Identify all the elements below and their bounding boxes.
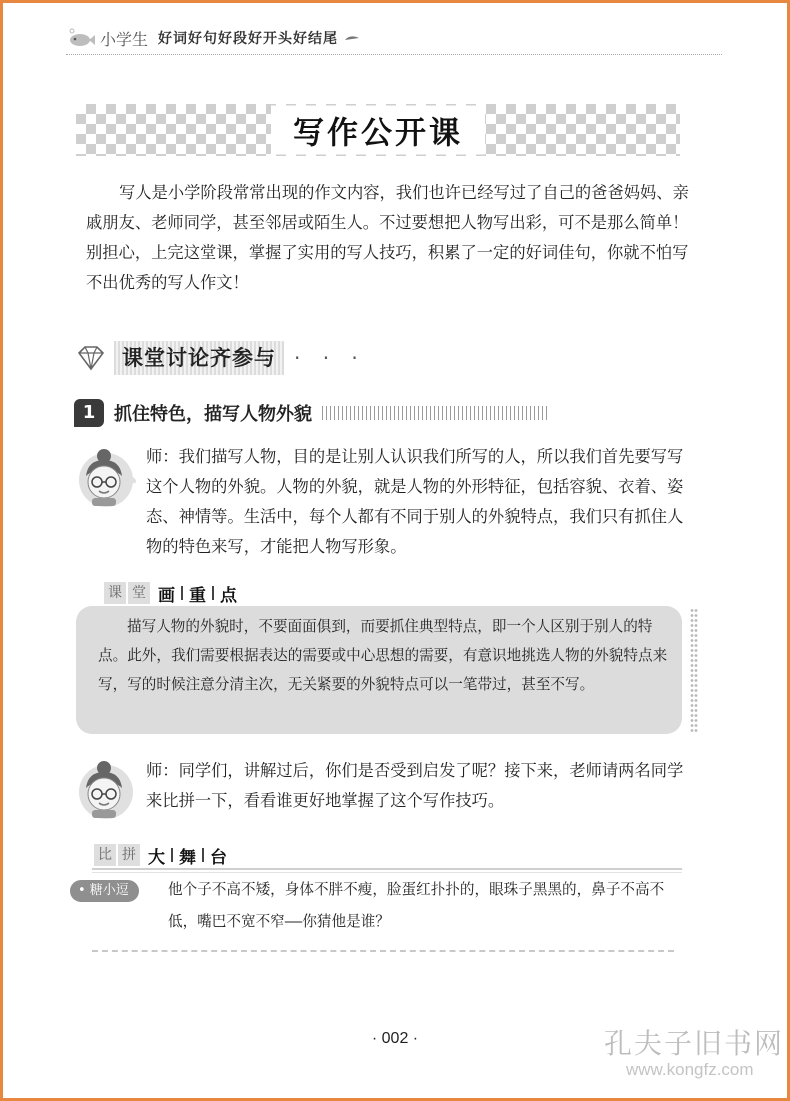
label-big-char: 舞 <box>179 847 196 868</box>
running-header <box>66 22 360 54</box>
teacher-avatar-icon <box>72 446 136 510</box>
keypoint-box <box>76 606 682 734</box>
subsection-heading <box>74 398 550 428</box>
section-dots: · · · <box>294 346 366 370</box>
section-heading <box>74 340 366 376</box>
page-title: 写作公开课 <box>271 106 485 155</box>
label-char: 堂 <box>128 582 150 604</box>
teacher-speech-1: 师：我们描写人物，目的是让别人认识我们所写的人，所以我们首先要写写这个人物的外貌。人物的外貌，就是人物的外形特征，包括容貌、衣着、姿态、神情等。生活中，每个人都有不同于别人的外貌特点，我们只有抓住人物的特色来写，才能把人物写形象。 <box>146 447 684 556</box>
subsection-decoration <box>322 406 550 420</box>
watermark-url: www.kongfz.com <box>626 1060 754 1079</box>
page-number: · 002 · <box>371 1030 419 1047</box>
side-dots-decoration <box>690 608 698 734</box>
stage-divider <box>92 872 682 873</box>
diamond-icon <box>74 344 108 372</box>
dashed-divider <box>92 950 674 952</box>
label-big-char: 画 <box>158 585 175 606</box>
teacher-avatar-icon <box>72 758 136 822</box>
label-separator <box>181 586 183 600</box>
label-char: 课 <box>104 582 126 604</box>
stage-divider <box>92 868 682 870</box>
label-separator <box>202 848 204 862</box>
teacher-speech-2: 师：同学们，讲解过后，你们是否受到启发了呢？接下来，老师请两名同学来比拼一下，看看谁更好地掌握了这个写作技巧。 <box>146 761 684 810</box>
label-char: 拼 <box>118 844 140 866</box>
label-big-char: 大 <box>148 847 165 868</box>
bird-icon <box>344 32 360 44</box>
header-series-title: 好词好句好段好开头好结尾 <box>158 31 339 47</box>
label-separator <box>171 848 173 862</box>
label-separator <box>212 586 214 600</box>
subsection-title: 抓住特色，描写人物外貌 <box>114 404 312 425</box>
label-char: 比 <box>94 844 116 866</box>
label-big-char: 点 <box>220 585 237 606</box>
stage-label <box>94 842 227 868</box>
label-big-char: 重 <box>189 585 206 606</box>
subsection-number: 1 <box>74 399 104 427</box>
fish-icon <box>66 27 96 49</box>
header-small-label: 小学生 <box>100 29 149 49</box>
keypoint-text: 描写人物的外貌时，不要面面俱到，而要抓住典型特点，即一个人区别于别人的特点。此外，我们需要根据表达的需要或中心思想的需要，有意识地挑选人物的外貌特点来写，写的时候注意分清主次，无关紧要的外貌特点可以一笔带过，甚至不写。 <box>98 618 668 693</box>
intro-paragraph: 写人是小学阶段常常出现的作文内容，我们也许已经写过了自己的爸爸妈妈、亲戚朋友、老师同学，甚至邻居或陌生人。不过要想把人物写出彩，可不是那么简单！别担心，上完这堂课，掌握了实用的写人技巧，积累了一定的好词佳句，你就不怕写不出优秀的写人作文！ <box>86 183 689 292</box>
keypoint-label <box>104 580 237 606</box>
stage-text: 他个子不高不矮，身体不胖不瘦，脸蛋红扑扑的，眼珠子黑黑的，鼻子不高不低，嘴巴不宽不窄——你猜他是谁？ <box>168 881 665 930</box>
section-title: 课堂讨论齐参与 <box>114 341 284 375</box>
title-banner <box>76 104 680 156</box>
speaker-badge: • 糖小逗 <box>70 880 139 902</box>
label-big-char: 台 <box>210 847 227 868</box>
header-divider <box>66 54 722 55</box>
watermark-text: 孔夫子旧书网 <box>604 1027 785 1060</box>
